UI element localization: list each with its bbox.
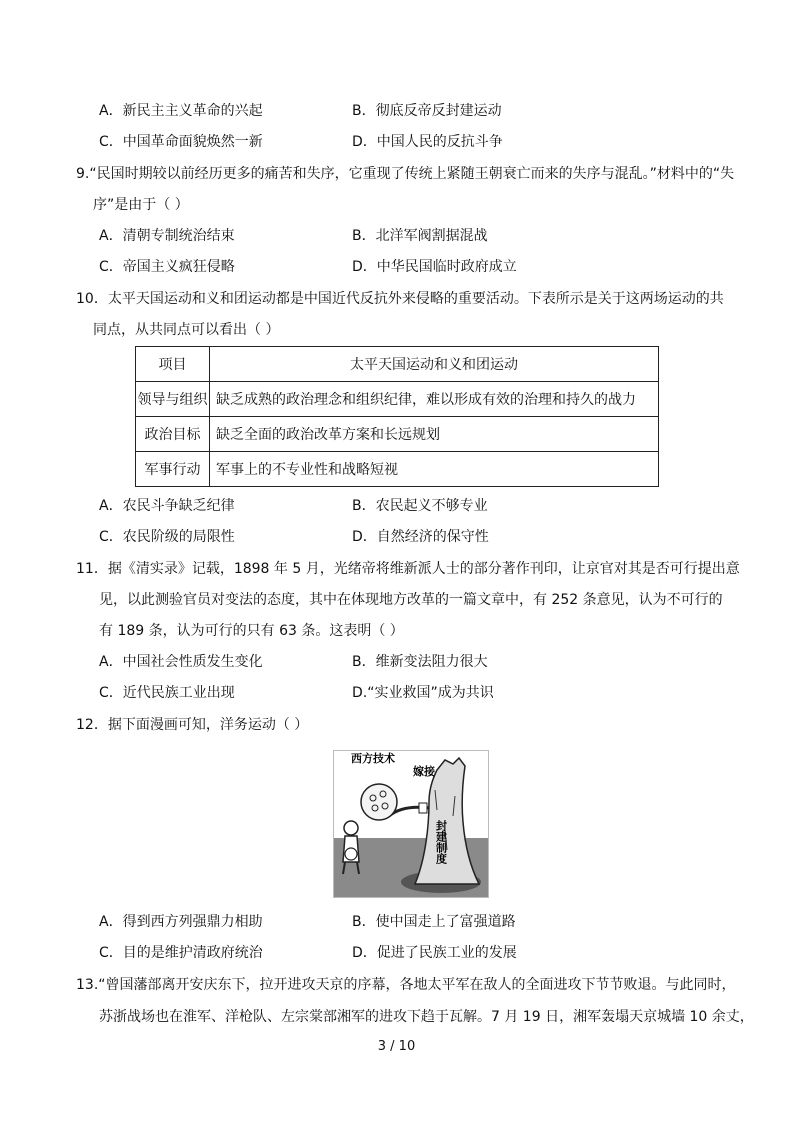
table-header-cell: 项目 (136, 347, 210, 382)
label-trunk: 封建制度 (434, 820, 448, 864)
q10-option-a: A．农民斗争缺乏纪律 (99, 498, 235, 514)
q9-option-c: C．帝国主义疯狂侵略 (99, 259, 235, 275)
q9-option-d: D．中华民国临时政府成立 (352, 259, 517, 275)
label-west: 西方技术 (351, 752, 395, 765)
q12-option-d: D．促进了民族工业的发展 (352, 945, 517, 961)
q13-stem-line2: 苏浙战场也在淮军、洋枪队、左宗棠部湘军的进攻下趋于瓦解。7 月 19 日，湘军轰塌天京城墙 10 余丈， (99, 1009, 754, 1025)
q11-option-c: C．近代民族工业出现 (99, 685, 235, 701)
q9-stem-line1: 9.“民国时期较以前经历更多的痛苦和失序，它重现了传统上紧随王朝衰亡而来的失序与混乱。”材料中的“失 (76, 166, 735, 182)
cartoon-illustration (333, 750, 489, 898)
q8-option-b: B．彻底反帝反封建运动 (352, 103, 502, 119)
q12-option-b: B．使中国走上了富强道路 (352, 914, 516, 930)
table-row (136, 382, 659, 417)
q11-option-d: D.“实业救国”成为共识 (352, 685, 494, 701)
q11-option-a: A．中国社会性质发生变化 (99, 654, 263, 670)
table-cell: 缺乏全面的政治改革方案和长远规划 (210, 417, 659, 452)
q9-option-a: A．清朝专制统治结束 (99, 228, 235, 244)
q11-option-b: B．维新变法阻力很大 (352, 654, 488, 670)
official-head (344, 821, 358, 835)
table-row (136, 417, 659, 452)
q10-option-b: B．农民起义不够专业 (352, 498, 488, 514)
q10-stem-line1: 10．太平天国运动和义和团运动都是中国近代反抗外来侵略的重要活动。下表所示是关于这两场运动的共 (76, 291, 724, 307)
page-number: 3 / 10 (377, 1039, 416, 1054)
comparison-table (135, 346, 659, 487)
q10-option-c: C．农民阶级的局限性 (99, 529, 235, 545)
table-row (136, 452, 659, 487)
table-cell: 军事行动 (136, 452, 210, 487)
graft-bandage (419, 803, 427, 813)
q12-stem: 12．据下面漫画可知，洋务运动（ ） (76, 717, 309, 733)
cartoon-image (333, 750, 489, 898)
q11-stem-line2: 见，以此测验官员对变法的态度，其中在体现地方改革的一篇文章中，有 252 条意见，认为不可行的 (99, 592, 723, 608)
q12-option-c: C．目的是维护清政府统治 (99, 945, 263, 961)
table-cell: 军事上的不专业性和战略短视 (210, 452, 659, 487)
q8-option-c: C．中国革命面貌焕然一新 (99, 134, 263, 150)
q9-option-b: B．北洋军阀割据混战 (352, 228, 488, 244)
table-header-cell: 太平天国运动和义和团运动 (210, 347, 659, 382)
q12-option-a: A．得到西方列强鼎力相助 (99, 914, 263, 930)
q10-option-d: D．自然经济的保守性 (352, 529, 489, 545)
q8-option-a: A．新民主主义革命的兴起 (99, 103, 263, 119)
q9-stem-line2: 序”是由于（ ） (93, 197, 189, 213)
q13-stem-line1: 13.“曾国藩部离开安庆东下，拉开进攻天京的序幕，各地太平军在敌人的全面进攻下节节败退。与此同时， (76, 977, 736, 993)
western-tech-crown (361, 784, 397, 820)
table-header-row (136, 347, 659, 382)
table-cell: 领导与组织 (136, 382, 210, 417)
official-body (343, 836, 359, 862)
q8-option-d: D．中国人民的反抗斗争 (352, 134, 503, 150)
table-cell: 缺乏成熟的政治理念和组织纪律，难以形成有效的治理和持久的战力 (210, 382, 659, 417)
q10-stem-line2: 同点，从共同点可以看出（ ） (93, 322, 280, 338)
table-cell: 政治目标 (136, 417, 210, 452)
label-graft: 嫁接 (413, 765, 435, 778)
q11-stem-line1: 11．据《清实录》记载，1898 年 5 月，光绪帝将维新派人士的部分著作刊印，让京官对其是否可行提出意 (76, 561, 740, 577)
q11-stem-line3: 有 189 条，认为可行的只有 63 条。这表明（ ） (99, 623, 404, 639)
